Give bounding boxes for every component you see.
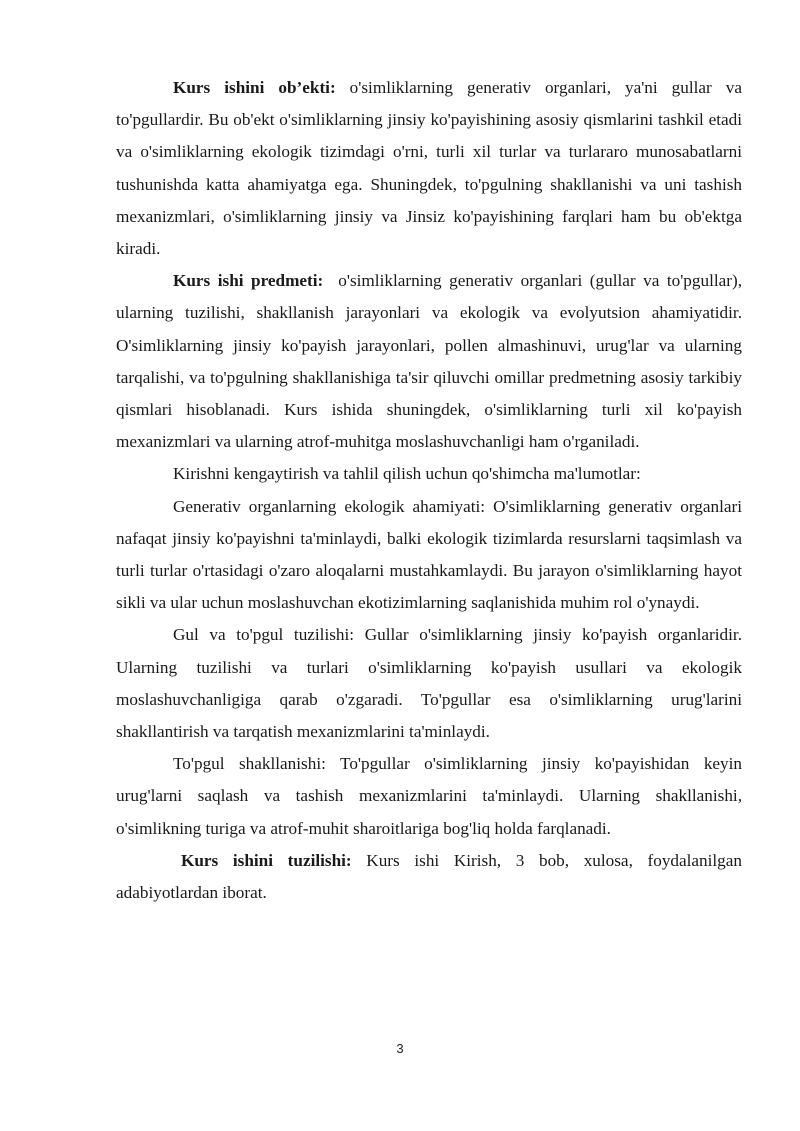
paragraph-ecological-importance: Generativ organlarning ekologik ahamiyati: O'simliklarning generativ organlari nafaqat jinsiy ko'payishni ta'minlaydi, balki ekologik tizimlarda resurslarni taqsimlash va turli turlar o'rtasidagi o'zaro aloqalarni mustahkamlaydi. Bu jarayon o'simliklarning hayot sikli va ular uchun moslashuvchan ekotizimlarning saqlanishida muhim rol o'ynaydi. <box>116 496 742 613</box>
heading-subject: Kurs ishi predmeti: <box>173 271 324 291</box>
paragraph-inflorescence-formation: To'pgul shakllanishi: To'pgullar o'simliklarning jinsiy ko'payishidan keyin urug'larni saqlash va tashish mexanizmlarini ta'minlaydi. Ularning shakllanishi, o'simlikning turiga va atrof-muhit sharoitlariga bog'liq holda farqlanadi. <box>116 754 742 838</box>
paragraph-object <box>116 72 742 265</box>
heading-structure: Kurs ishini tuzilishi: <box>181 850 352 870</box>
paragraph-subject-text: o'simliklarning generativ organlari (gullar va to'pgullar), ularning tuzilishi, shakllanish jarayonlari va ekologik va evolyutsion ahamiyatidir. O'simliklarning jinsiy ko'payish jarayonlari, pollen almashinuvi, urug'lar va ularning tarqalishi, va to'pgulning shakllanishiga ta'sir qiluvchi omillar predmetning asosiy tarkibiy qismlari hisoblanadi. Kurs ishida shuningdek, o'simliklarning turli xil ko'payish mexanizmlari va ularning atrof-muhitga moslashuvchanligi ham o'rganiladi. <box>116 271 747 452</box>
paragraph-intro-extension: Kirishni kengaytirish va tahlil qilish uchun qo'shimcha ma'lumotlar: <box>173 464 641 484</box>
paragraph-subject <box>116 265 747 458</box>
heading-object: Kurs ishini ob’ekti: <box>173 78 336 97</box>
page-number: 3 <box>396 1041 404 1056</box>
paragraph-structure-text: Kurs ishi Kirish, 3 bob, xulosa, foydalanilgan adabiyotlardan iborat. <box>116 850 742 903</box>
paragraph-flower-structure: Gul va to'pgul tuzilishi: Gullar o'simliklarning jinsiy ko'payish organlaridir. Ularning tuzilishi va turlari o'simliklarning ko'payish usullari va ekologik moslashuvchanligiga qarab o'zgaradi. To'pgullar esa o'simliklarning urug'larini shakllantirish va tarqatish mexanizmlarini ta'minlaydi. <box>116 625 742 742</box>
paragraph-structure <box>116 845 742 909</box>
paragraph-object-text: o'simliklarning generativ organlari, ya'ni gullar va to'pgullardir. Bu ob'ekt o'simliklarning jinsiy ko'payishining asosiy qismlarini tashkil etadi va o'simliklarning ekologik tizimdagi o'rni, turli xil turlar va turlararo munosabatlarni tushunishda katta ahamiyatga ega. Shuningdek, to'pgulning shakllanishi va uni tashish mexanizmlari, o'simliklarning jinsiy va Jinsiz ko'payishining farqlari ham bu ob'ektga kiradi. <box>116 78 742 259</box>
